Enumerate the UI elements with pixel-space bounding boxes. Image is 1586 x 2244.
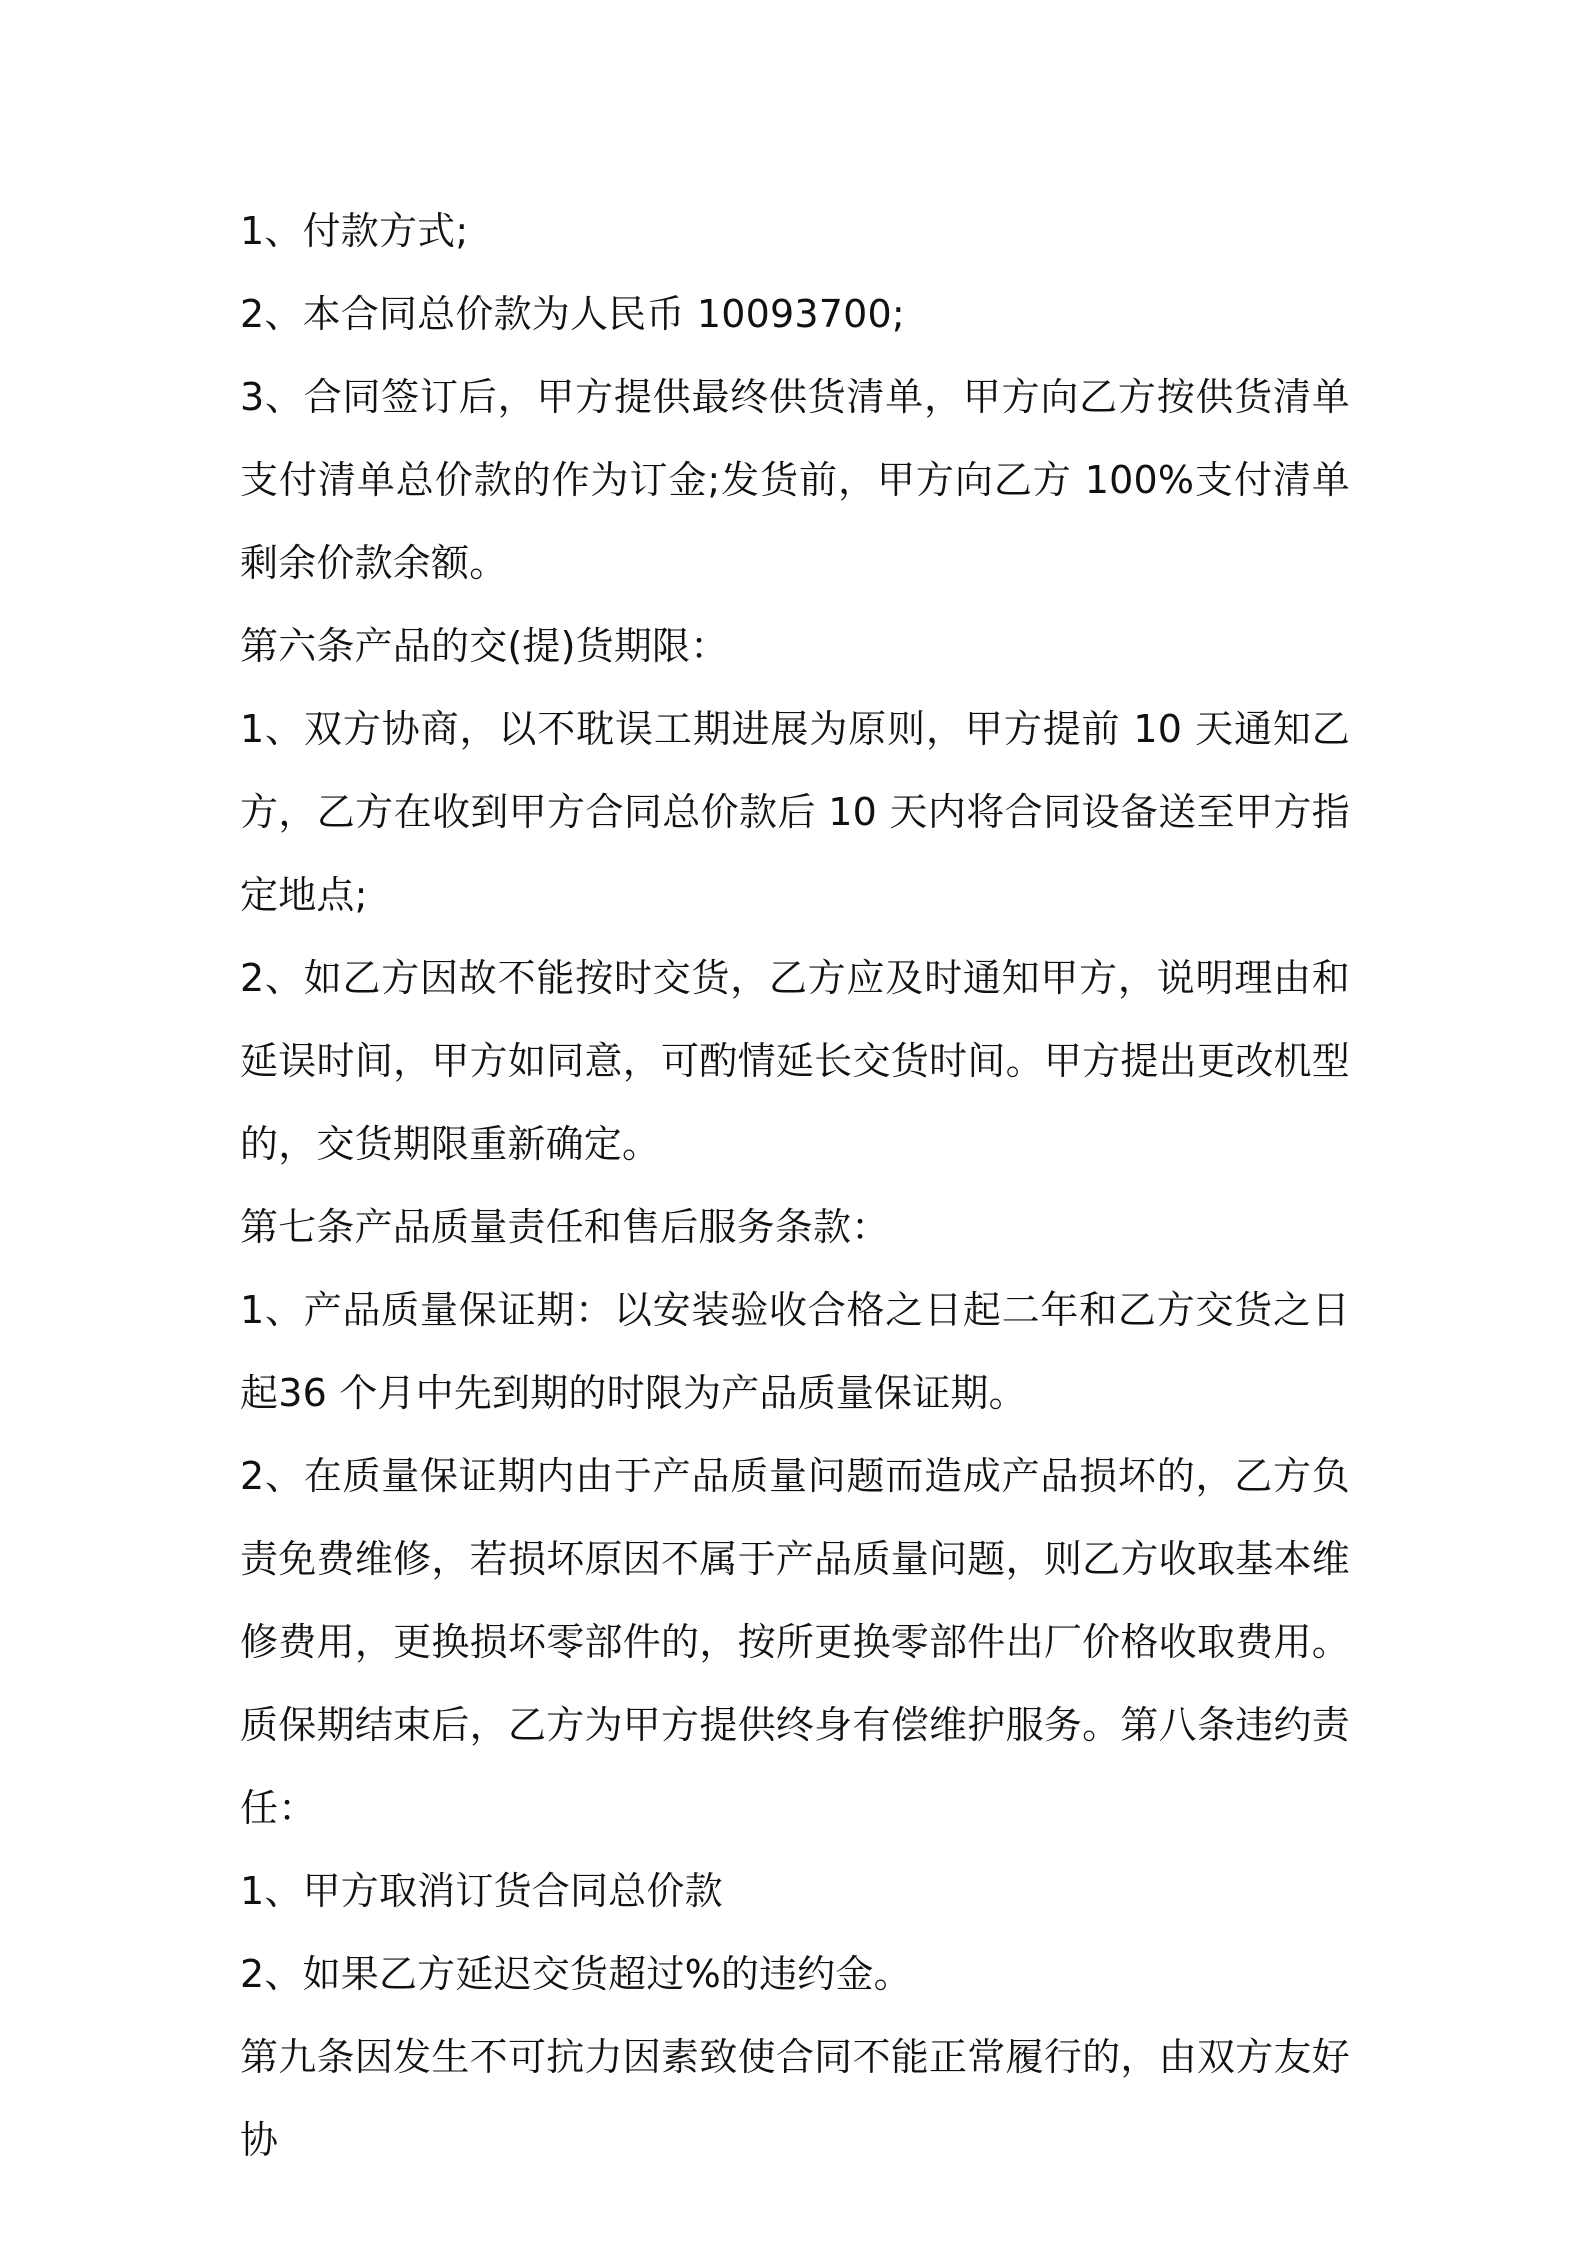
payment-method-item: 1、付款方式;: [240, 209, 469, 253]
warranty-period-item: 1、产品质量保证期：以安装验收合格之日起二年和乙方交货之日起36 个月中先到期的时限为产品质量保证期。: [240, 1288, 1350, 1415]
delivery-delay-item: 2、如乙方因故不能按时交货，乙方应及时通知甲方，说明理由和延误时间，甲方如同意，可酌情延长交货时间。甲方提出更改机型的，交货期限重新确定。: [240, 956, 1350, 1166]
article-six-heading: 第六条产品的交(提)货期限：: [240, 624, 729, 668]
deposit-payment-item: 3、合同签订后，甲方提供最终供货清单，甲方向乙方按供货清单支付清单总价款的作为订金;发货前，甲方向乙方 100%支付清单剩余价款余额。: [240, 375, 1350, 585]
order-cancel-item: 1、甲方取消订货合同总价款: [240, 1869, 723, 1913]
delivery-notice-item: 1、双方协商，以不耽误工期进展为原则，甲方提前 10 天通知乙方，乙方在收到甲方合同总价款后 10 天内将合同设备送至甲方指定地点;: [240, 707, 1350, 917]
total-price-item: 2、本合同总价款为人民币 10093700;: [240, 292, 905, 336]
article-seven-heading: 第七条产品质量责任和售后服务条款：: [240, 1205, 890, 1249]
article-nine-clause: 第九条因发生不可抗力因素致使合同不能正常履行的，由双方友好协: [240, 2035, 1350, 2162]
late-delivery-penalty-item: 2、如果乙方延迟交货超过%的违约金。: [240, 1952, 912, 1996]
warranty-repair-item: 2、在质量保证期内由于产品质量问题而造成产品损坏的，乙方负责免费维修，若损坏原因不属于产品质量问题，则乙方收取基本维修费用，更换损坏零部件的，按所更换零部件出厂价格收取费用。质保期结束后，乙方为甲方提供终身有偿维护服务。第八条违约责任：: [240, 1454, 1350, 1830]
contract-body: [240, 190, 1350, 2182]
